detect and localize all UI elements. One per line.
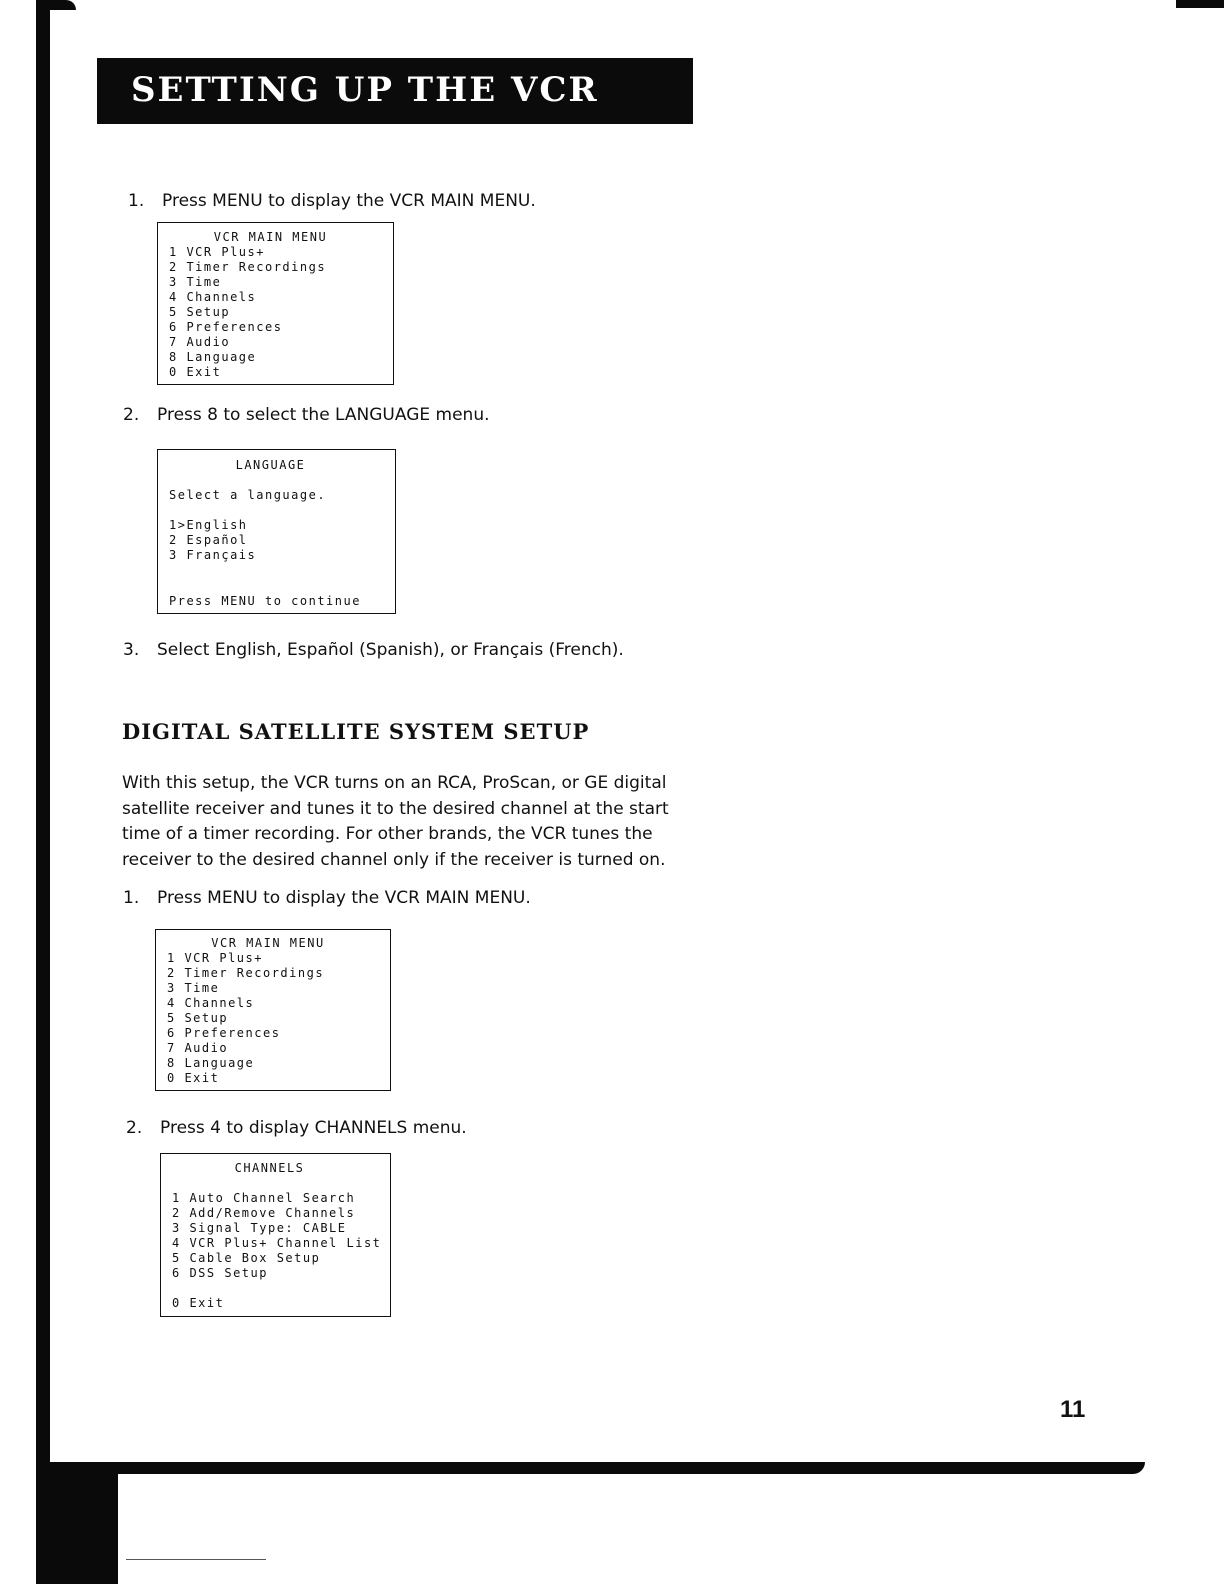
scan-edge-left-top [36,0,76,10]
menu-item: 6 Preferences [169,320,283,334]
menu-item: 2 Timer Recordings [169,260,327,274]
menu-item: 6 Preferences [167,1026,281,1040]
menu-item: 3 Signal Type: CABLE [172,1221,347,1235]
step-2-language [123,404,490,426]
menu-item: 5 Setup [169,305,231,319]
step-3-language [123,639,624,661]
step-number: 2. [123,405,140,425]
scan-edge-bottom-left [36,1462,118,1584]
menu-item: 4 Channels [167,996,255,1010]
menu-item: 5 Setup [167,1011,229,1025]
menu-item: 1 Auto Channel Search [172,1191,356,1205]
step-number: 2. [126,1118,143,1138]
menu-item: 1 VCR Plus+ [167,951,263,965]
step-number: 3. [123,640,140,660]
language-menu-screen [157,449,396,614]
step-2-dss [126,1117,467,1139]
language-option: 3 Français [169,548,257,562]
step-1-dss [123,887,531,909]
page-title: SETTING UP THE VCR [131,70,599,110]
menu-item: 8 Language [169,350,257,364]
step-number: 1. [123,888,140,908]
menu-title: VCR MAIN MENU [211,936,325,950]
step-text: Press 8 to select the LANGUAGE menu. [157,405,490,425]
channels-menu-screen [160,1153,391,1317]
section-heading: DIGITAL SATELLITE SYSTEM SETUP [122,719,590,744]
scan-edge-left [36,0,50,1584]
vcr-main-menu-screen [155,929,391,1091]
menu-item: 2 Timer Recordings [167,966,325,980]
step-number: 1. [128,191,145,211]
step-1-language [128,190,536,212]
menu-item: 2 Add/Remove Channels [172,1206,356,1220]
menu-item: 0 Exit [169,365,222,379]
step-text: Press MENU to display the VCR MAIN MENU. [162,191,536,211]
section-intro-paragraph: With this setup, the VCR turns on an RCA, ProScan, or GE digital satellite receiver and tunes it to the desired channel at the start time of a timer recording. For other brands, the VCR tunes the receiver to the desired channel only if the receiver is turned on. [122,773,669,870]
step-text: Press 4 to display CHANNELS menu. [160,1118,467,1138]
menu-exit-item: 0 Exit [172,1296,225,1310]
menu-title: CHANNELS [234,1161,305,1175]
vcr-main-menu-screen [157,222,394,385]
header-banner [97,58,693,124]
menu-title: LANGUAGE [235,458,306,472]
menu-item: 4 Channels [169,290,257,304]
menu-title: VCR MAIN MENU [213,230,328,244]
language-option: 2 Español [169,533,248,547]
menu-footer: Press MENU to continue [169,594,361,608]
language-option: 1>English [169,518,248,532]
menu-item: 7 Audio [167,1041,229,1055]
scan-corner-mark [1176,0,1224,8]
menu-item: 7 Audio [169,335,231,349]
page-number: 11 [1060,1396,1086,1423]
menu-item: 6 DSS Setup [172,1266,268,1280]
menu-item: 4 VCR Plus+ Channel List [172,1236,382,1250]
scan-underline-artifact [126,1559,266,1560]
menu-item: 3 Time [169,275,222,289]
menu-item: 8 Language [167,1056,255,1070]
step-text: Press MENU to display the VCR MAIN MENU. [157,888,531,908]
menu-item: 3 Time [167,981,220,995]
step-text: Select English, Español (Spanish), or Français (French). [157,640,624,660]
menu-item: 5 Cable Box Setup [172,1251,321,1265]
scan-edge-bottom [40,1462,1145,1474]
menu-prompt: Select a language. [169,488,327,502]
menu-item: 0 Exit [167,1071,220,1085]
menu-item: 1 VCR Plus+ [169,245,265,259]
